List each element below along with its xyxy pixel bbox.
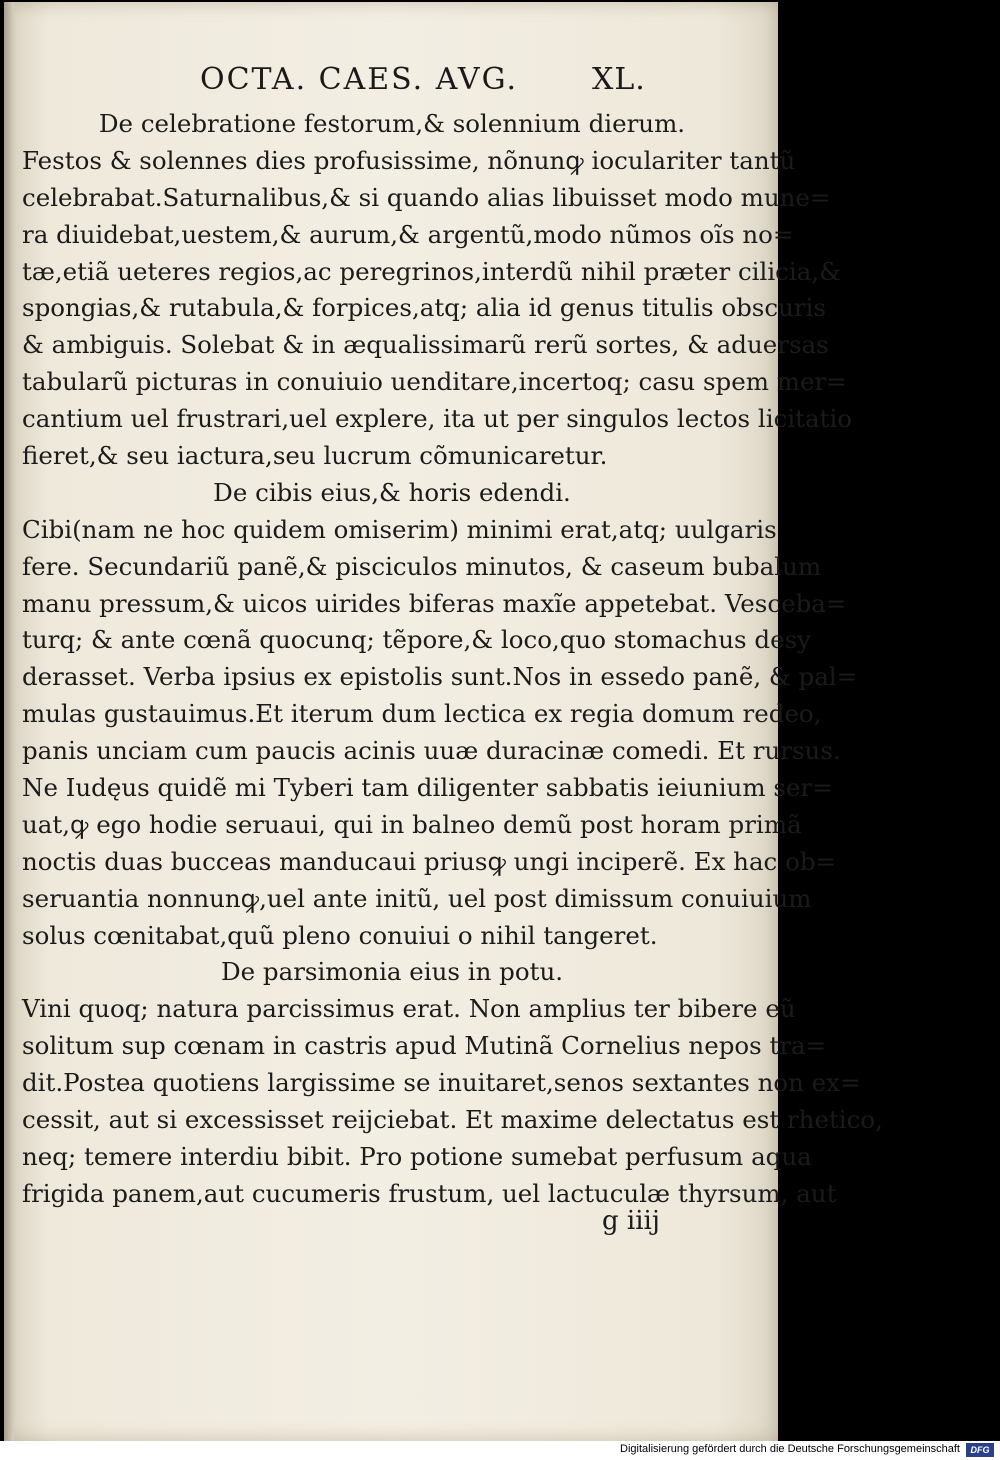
text-line: fieret,& seu iactura,seu lucrum cõmunicaretur. bbox=[22, 441, 608, 471]
text-line: spongias,& rutabula,& forpices,atq; alia id genus titulis obscuris bbox=[22, 293, 826, 323]
dfg-logo: DFG bbox=[966, 1443, 994, 1457]
text-block bbox=[22, 106, 883, 1213]
text-line: Ne Iudęus quidẽ mi Tyberi tam diligenter sabbatis ieiunium ser= bbox=[22, 773, 833, 803]
text-line: celebrabat.Saturnalibus,& si quando alias libuisset modo mune= bbox=[22, 182, 831, 212]
text-line: cessit, aut si excessisset reijciebat. Et maxime delectatus est rhetico, bbox=[22, 1105, 883, 1135]
text-line: tæ,etiã ueteres regios,ac peregrinos,interdũ nihil præter cilicia,& bbox=[22, 256, 841, 286]
text-line: derasset. Verba ipsius ex epistolis sunt.Nos in essedo panẽ, & pal= bbox=[22, 662, 858, 692]
signature-mark: g iiij bbox=[602, 1206, 660, 1236]
text-line: uat,ꝙ ego hodie seruaui, qui in balneo demũ post horam primã bbox=[22, 809, 802, 839]
section-heading: De parsimonia eius in potu. bbox=[220, 957, 564, 987]
text-line: neq; temere interdiu bibit. Pro potione sumebat perfusum aqua bbox=[22, 1141, 812, 1171]
text-line: Cibi(nam ne hoc quidem omiserim) minimi erat,atq; uulgaris bbox=[22, 514, 777, 544]
text-line: Festos & solennes dies profusissime, nõnunꝙ ioculariter tantũ bbox=[22, 145, 796, 175]
text-line: ra diuidebat,uestem,& aurum,& argentũ,modo nũmos oĩs no= bbox=[22, 219, 794, 249]
text-line: mulas gustauimus.Et iterum dum lectica ex regia domum redeo, bbox=[22, 699, 822, 729]
gutter-shadow bbox=[4, 2, 14, 1441]
text-line: panis unciam cum paucis acinis uuæ duracinæ comedi. Et rursus. bbox=[22, 736, 841, 766]
text-line: fere. Secundariũ panẽ,& pisciculos minutos, & caseum bubalum bbox=[22, 551, 822, 581]
folio-number: XL. bbox=[592, 62, 646, 97]
text-line: frigida panem,aut cucumeris frustum, uel lactuculæ thyrsum, aut bbox=[22, 1178, 837, 1208]
text-line: seruantia nonnunꝙ,uel ante initũ, uel post dimissum conuiuium bbox=[22, 883, 812, 913]
section-heading: De cibis eius,& horis edendi. bbox=[213, 477, 571, 507]
text-line: dit.Postea quotiens largissime se inuitaret,senos sextantes non ex= bbox=[22, 1068, 861, 1098]
section-heading: De celebratione festorum,& solennium dierum. bbox=[98, 109, 686, 138]
text-line: turq; & ante cœnã quocunq; tẽpore,& loco,quo stomachus desy bbox=[22, 625, 811, 655]
book-leaf bbox=[4, 2, 883, 1441]
footer-bar bbox=[0, 1441, 1000, 1460]
funding-credit: Digitalisierung gefördert durch die Deutsche Forschungsgemeinschaft bbox=[620, 1443, 960, 1455]
text-line: cantium uel frustrari,uel explere, ita ut per singulos lectos licitatio bbox=[22, 404, 853, 434]
running-title: OCTA. CAES. AVG. bbox=[200, 62, 518, 97]
text-line: noctis duas bucceas manducaui priusꝙ ungi inciperẽ. Ex hac ob= bbox=[22, 846, 837, 876]
text-line: & ambiguis. Solebat & in æqualissimarũ rerũ sortes, & aduersas bbox=[22, 330, 829, 360]
text-line: solitum sup cœnam in castris apud Mutinã Cornelius nepos tra= bbox=[22, 1031, 827, 1061]
text-line: Vini quoq; natura parcissimus erat. Non amplius ter bibere eũ bbox=[22, 994, 796, 1024]
text-line: solus cœnitabat,quũ pleno conuiui o nihil tangeret. bbox=[22, 920, 658, 950]
text-line: manu pressum,& uicos uirides biferas maxĩe appetebat. Vesceba= bbox=[22, 588, 847, 618]
running-head bbox=[4, 62, 778, 102]
text-line: tabularũ picturas in conuiuio uenditare,incertoq; casu spem mer= bbox=[22, 367, 847, 397]
